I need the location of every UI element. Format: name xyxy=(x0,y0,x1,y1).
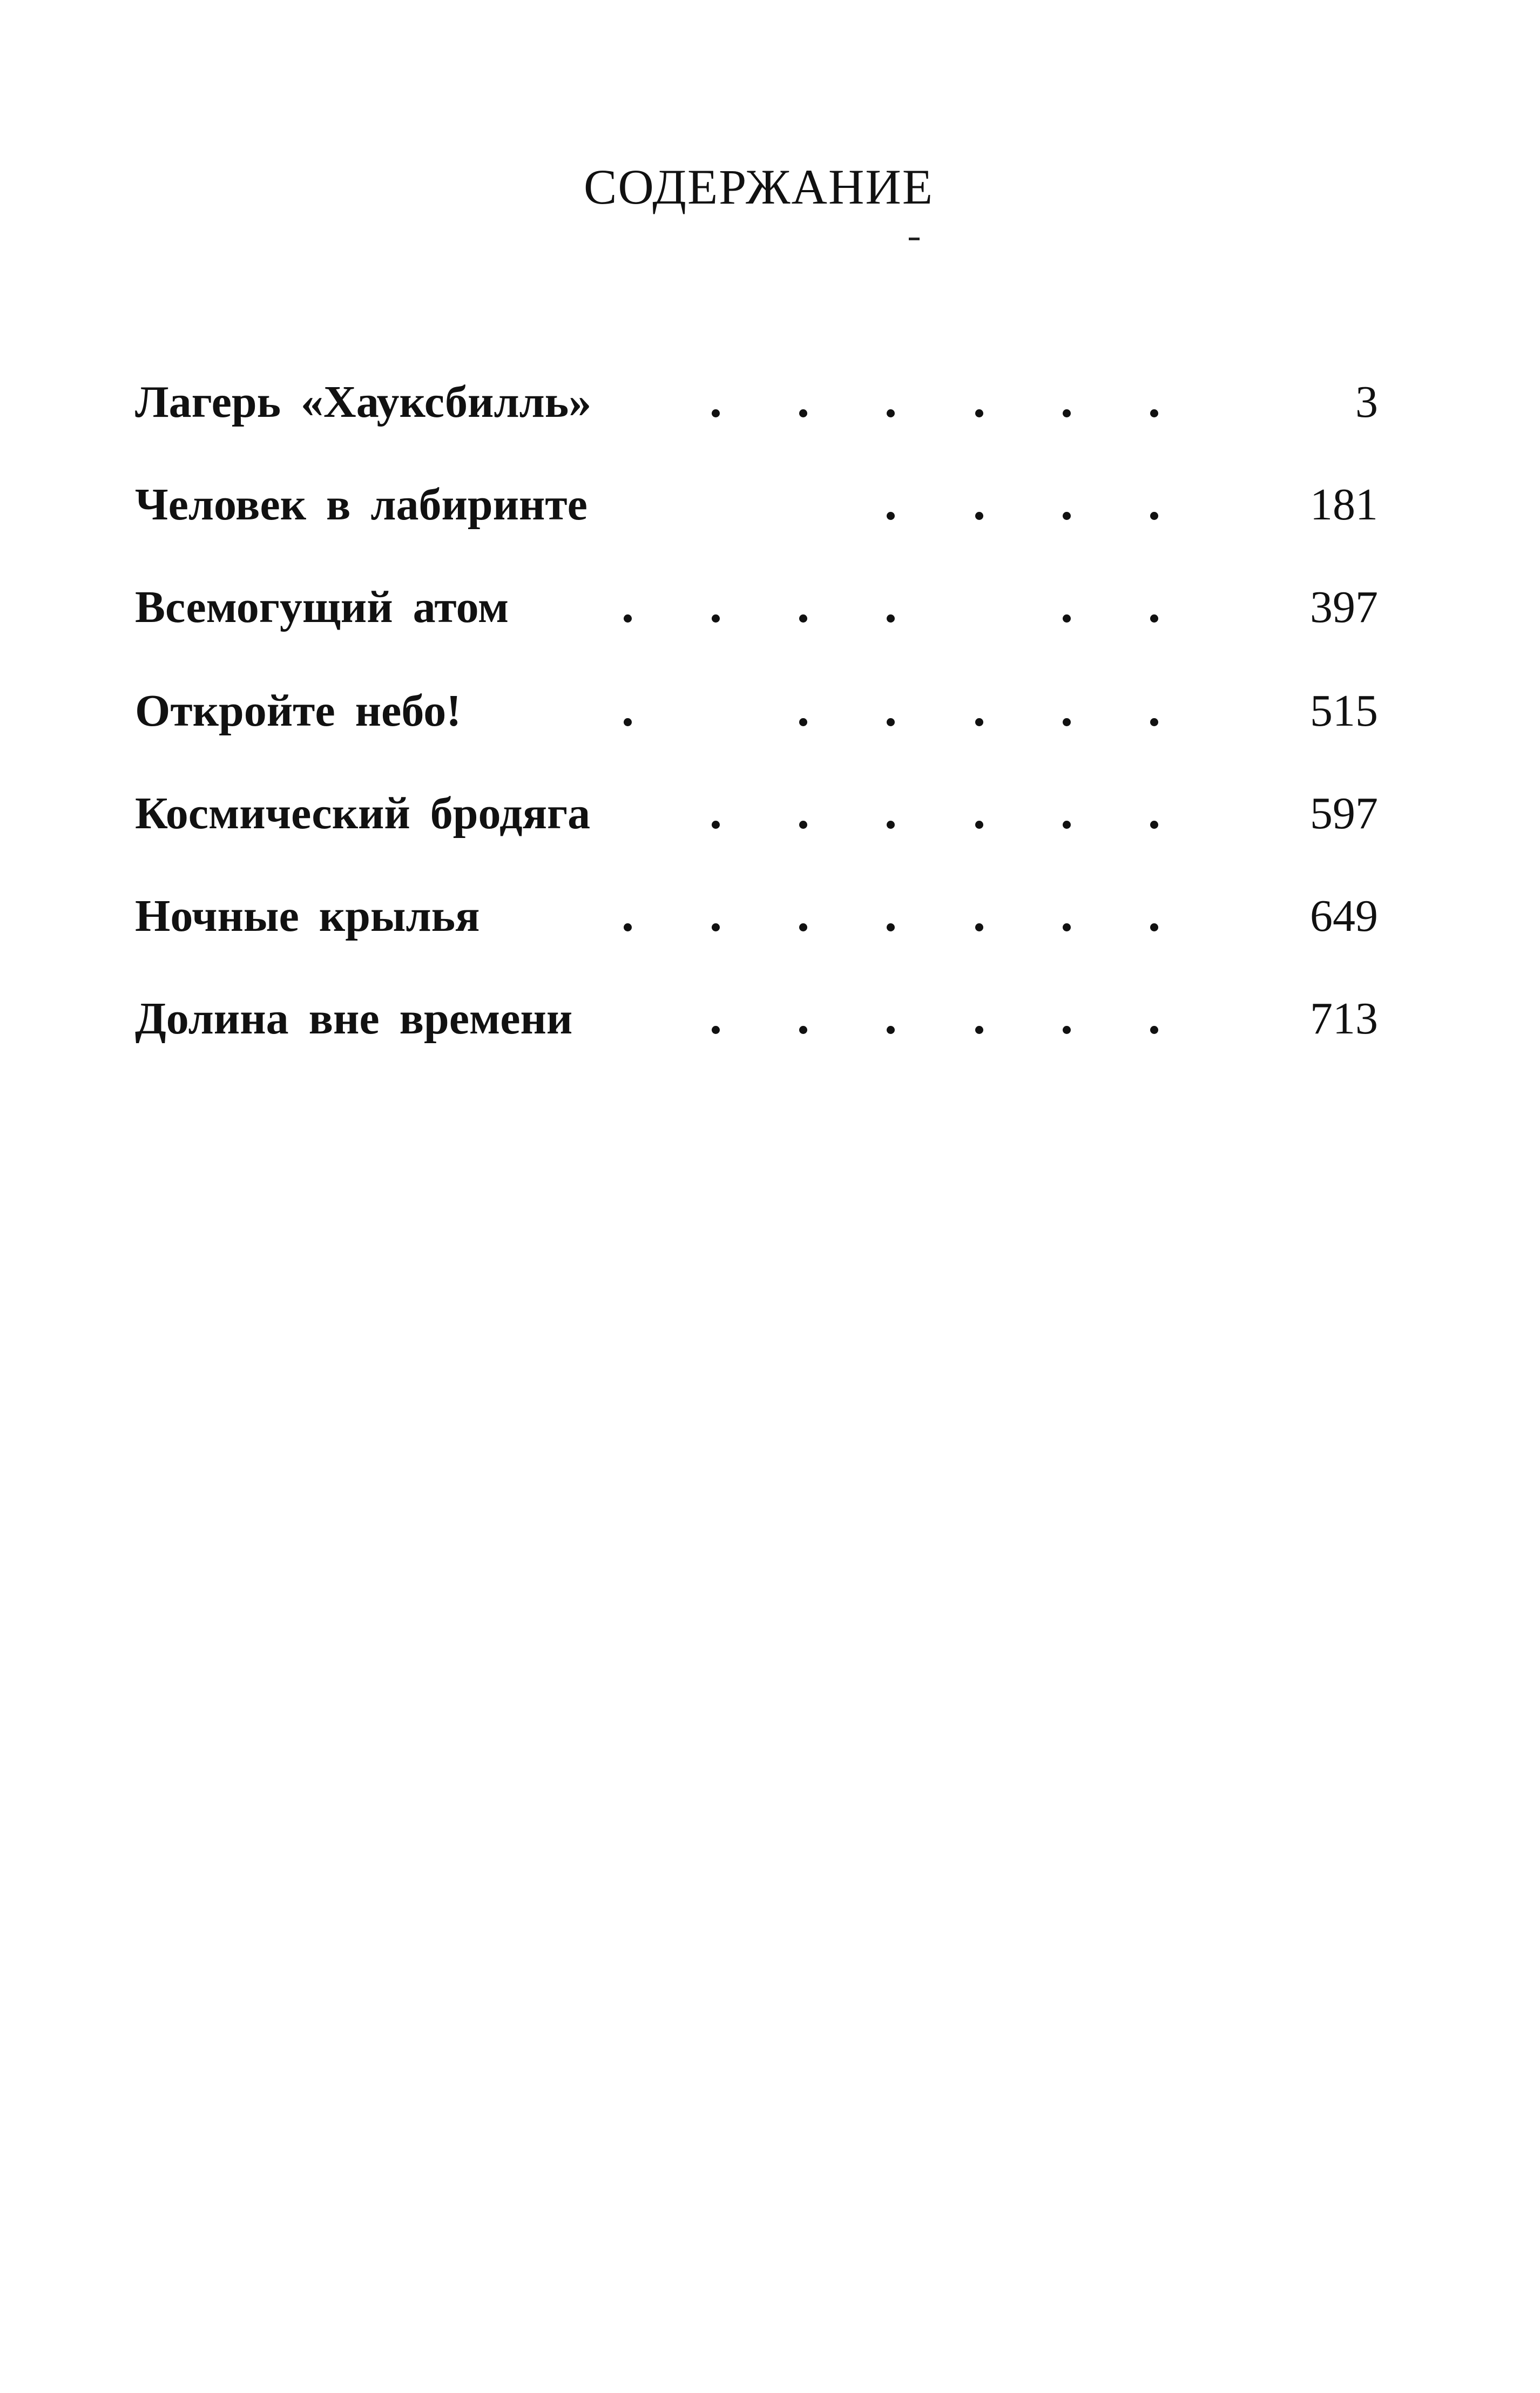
leader-dot xyxy=(799,409,807,417)
toc-entry xyxy=(0,475,1540,540)
entry-page-number: 397 xyxy=(1310,582,1378,632)
leader-dot xyxy=(975,512,983,520)
leader-dot xyxy=(1150,1026,1158,1034)
leader-dot xyxy=(887,1026,895,1034)
leader-dot xyxy=(1150,923,1158,931)
leader-dot xyxy=(887,409,895,417)
toc-entry xyxy=(0,784,1540,849)
leader-dot xyxy=(712,923,720,931)
entry-page-number: 597 xyxy=(1310,788,1378,839)
leader-dot xyxy=(887,821,895,829)
entry-page-number: 3 xyxy=(1355,377,1378,427)
leader-dot xyxy=(1150,614,1158,623)
leader-dot xyxy=(887,614,895,623)
leader-dot xyxy=(799,614,807,623)
entry-page-number: 713 xyxy=(1310,993,1378,1044)
entry-title: Ночные крылья xyxy=(135,891,480,941)
leader-dot xyxy=(799,923,807,931)
entry-title: Космический бродяга xyxy=(135,788,591,839)
leader-dot xyxy=(887,718,895,726)
leader-dot xyxy=(799,718,807,726)
leader-dot xyxy=(1150,821,1158,829)
leader-dot xyxy=(1063,409,1071,417)
leader-dot xyxy=(975,923,983,931)
leader-dot xyxy=(799,1026,807,1034)
toc-entry xyxy=(0,578,1540,643)
leader-dot xyxy=(1063,923,1071,931)
entry-title: Всемогущий атом xyxy=(135,582,509,632)
leader-dot xyxy=(975,1026,983,1034)
leader-dot xyxy=(1150,512,1158,520)
entry-title: Лагерь «Хауксбилль» xyxy=(135,377,592,427)
leader-dot xyxy=(624,923,632,931)
entry-title: Человек в лабиринте xyxy=(135,479,587,530)
leader-dot xyxy=(975,718,983,726)
leader-dot xyxy=(1063,512,1071,520)
leader-dot xyxy=(712,614,720,623)
leader-dot xyxy=(1063,1026,1071,1034)
leader-dot xyxy=(1063,821,1071,829)
toc-entry xyxy=(0,681,1540,746)
leader-dot xyxy=(624,718,632,726)
leader-dot xyxy=(799,821,807,829)
leader-dot xyxy=(1063,614,1071,623)
toc-entry xyxy=(0,373,1540,437)
leader-dot xyxy=(1150,409,1158,417)
leader-dot xyxy=(712,821,720,829)
toc-entry xyxy=(0,887,1540,951)
toc-entry xyxy=(0,989,1540,1054)
entry-page-number: 181 xyxy=(1310,479,1378,530)
leader-dot xyxy=(887,923,895,931)
leader-dot xyxy=(1063,718,1071,726)
leader-dot xyxy=(1150,718,1158,726)
entry-title: Долина вне времени xyxy=(135,993,573,1044)
leader-dot xyxy=(887,512,895,520)
leader-dot xyxy=(712,1026,720,1034)
page-title: СОДЕРЖАНИЕ xyxy=(583,159,934,214)
leader-dot xyxy=(975,409,983,417)
entry-page-number: 649 xyxy=(1310,891,1378,941)
leader-dot xyxy=(975,821,983,829)
leader-dot xyxy=(712,409,720,417)
entry-page-number: 515 xyxy=(1310,686,1378,736)
entry-title: Откройте небо! xyxy=(135,686,462,736)
leader-dot xyxy=(624,614,632,623)
